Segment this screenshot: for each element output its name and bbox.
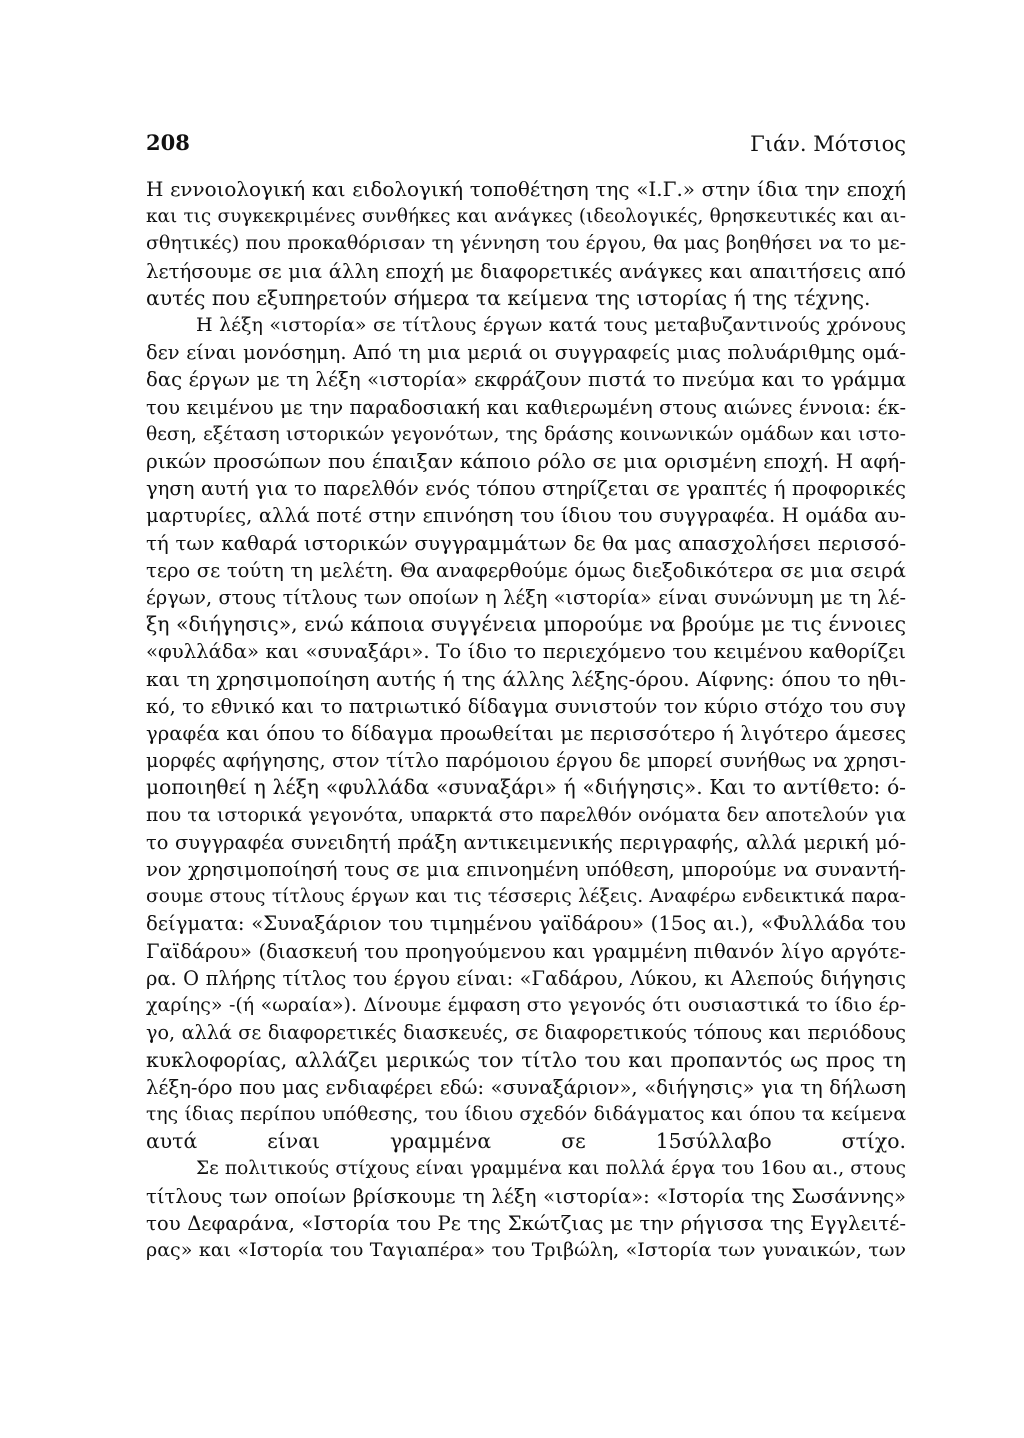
text-line: και τη χρησιμοποίηση αυτής ή της άλλης λέξης-όρου. Αίφνης: όπου το ηθι-: [146, 666, 906, 691]
text-line: σθητικές) που προκαθόρισαν τη γέννηση του έργου, θα μας βοηθήσει να το με-: [146, 232, 906, 255]
text-line: δεν είναι μονόσημη. Από τη μια μεριά οι συγγραφείς μιας πολυάριθμης ομά-: [146, 341, 906, 365]
text-line: ρικών προσώπων που έπαιξαν κάποιο ρόλο σε μια ορισμένη εποχή. Η αφή-: [146, 449, 906, 474]
text-line: το συγγραφέα συνειδητή πράξη αντικειμενικής περιγραφής, αλλά μερική μό-: [146, 830, 906, 854]
page-number: 208: [146, 130, 190, 155]
text-line: αυτά είναι γραμμένα σε 15σύλλαβο στίχο.: [146, 1129, 906, 1154]
text-line: Η εννοιολογική και ειδολογική τοποθέτηση της «Ι.Γ.» στην ίδια την εποχή: [146, 178, 906, 201]
text-line: γο, αλλά σε διαφορετικές διασκευές, σε διαφορετικούς τόπους και περιόδους: [146, 1021, 906, 1045]
text-line: μορφές αφήγησης, στον τίτλο παρόμοιου έργου δε μπορεί συνήθως να χρησι-: [146, 749, 906, 773]
text-line: που τα ιστορικά γεγονότα, υπαρκτά στο παρελθόν ονόματα δεν αποτελούν για: [146, 804, 906, 826]
text-line: δείγματα: «Συναξάριον του τιμημένου γαϊδάρου» (15ος αι.), «Φυλλάδα του: [146, 912, 906, 936]
text-line: γηση αυτή για το παρελθόν ενός τόπου στηρίζεται σε γραπτές ή προφορικές: [146, 477, 906, 501]
text-line: τερο σε τούτη τη μελέτη. Θα αναφερθούμε όμως διεξοδικότερα σε μια σειρά: [146, 558, 906, 582]
text-line: νον χρησιμοποίησή τους σε μια επινοημένη υπόθεση, μπορούμε να συναντή-: [146, 858, 906, 882]
text-line: χαρίης» -(ή «ωραία»). Δίνουμε έμφαση στο γεγονός ότι ουσιαστικά το ίδιο έρ-: [146, 994, 906, 1017]
document-page: [146, 122, 906, 1264]
text-line: κό, το εθνικό και το πατριωτικό δίδαγμα συνιστούν τον κύριο στόχο του συγ: [146, 694, 906, 718]
text-line: «φυλλάδα» και «συναξάρι». Το ίδιο το περιεχόμενο του κειμένου καθορίζει: [146, 640, 906, 664]
text-line: θεση, εξέταση ιστορικών γεγονότων, της δράσης κοινωνικών ομάδων και ιστο-: [146, 423, 906, 445]
page-header: [146, 122, 906, 162]
text-line: αυτές που εξυπηρετούν σήμερα τα κείμενα της ιστορίας ή της τέχνης.: [146, 285, 871, 310]
text-line: της ίδιας περίπου υπόθεσης, του ίδιου σχεδόν διδάγματος και όπου τα κείμενα: [146, 1103, 906, 1125]
body-text: [146, 176, 906, 1264]
text-line: μοποιηθεί η λέξη «φυλλάδα «συναξάρι» ή «διήγησις». Και το αντίθετο: ό-: [146, 775, 906, 800]
text-line: του κειμένου με την παραδοσιακή και καθιερωμένη στους αιώνες έννοια: έκ-: [146, 395, 906, 419]
text-line: ρας» και «Ιστορία του Ταγιαπέρα» του Τριβώλη, «Ιστορία των γυναικών, των: [146, 1238, 906, 1261]
text-line: λετήσουμε σε μια άλλη εποχή με διαφορετικές ανάγκες και απαιτήσεις από: [146, 259, 906, 283]
text-line: του Δεφαράνα, «Ιστορία του Ρε της Σκώτζιας με την ρήγισσα της Εγγλειτέ-: [146, 1211, 906, 1235]
text-line: έργων, στους τίτλους των οποίων η λέξη «ιστορία» είναι συνώνυμη με τη λέ-: [146, 586, 906, 610]
paragraph-3: [146, 1155, 906, 1264]
text-line: ρα. Ο πλήρης τίτλος του έργου είναι: «Γαδάρου, Λύκου, κι Αλεπούς διήγησις: [146, 966, 906, 990]
text-line: σουμε στους τίτλους έργων και τις τέσσερις λέξεις. Αναφέρω ενδεικτικά παρα-: [146, 886, 906, 908]
text-line: τίτλους των οποίων βρίσκουμε τη λέξη «ιστορία»: «Ιστορία της Σωσάννης»: [146, 1184, 906, 1208]
text-line: δας έργων με τη λέξη «ιστορία» εκφράζουν πιστά το πνεύμα και το γράμμα: [146, 368, 906, 392]
text-line: Η λέξη «ιστορία» σε τίτλους έργων κατά τους μεταβυζαντινούς χρόνους: [196, 314, 906, 337]
text-line: ξη «διήγησις», ενώ κάποια συγγένεια μπορούμε να βρούμε με τις έννοιες: [146, 612, 906, 637]
running-head-author: Γιάν. Μότσιος: [750, 132, 906, 156]
text-line: Σε πολιτικούς στίχους είναι γραμμένα και πολλά έργα του 16ου αι., στους: [196, 1158, 906, 1180]
paragraph-2: [146, 312, 906, 1155]
paragraph-1: [146, 176, 906, 312]
text-line: κυκλοφορίας, αλλάζει μερικώς τον τίτλο του και προπαντός ως προς τη: [146, 1047, 906, 1072]
text-line: λέξη-όρο που μας ενδιαφέρει εδώ: «συναξάριον», «διήγησις» για τη δήλωση: [146, 1075, 906, 1099]
text-line: και τις συγκεκριμένες συνθήκες και ανάγκες (ιδεολογικές, θρησκευτικές και αι-: [146, 206, 906, 228]
text-line: Γαϊδάρου» (διασκευή του προηγούμενου και γραμμένη πιθανόν λίγο αργότε-: [146, 939, 906, 963]
text-line: γραφέα και όπου το δίδαγμα προωθείται με περισσότερο ή λιγότερο άμεσες: [146, 722, 906, 746]
text-line: τή των καθαρά ιστορικών συγγραμμάτων δε θα μας απασχολήσει περισσό-: [146, 531, 906, 555]
text-line: μαρτυρίες, αλλά ποτέ στην επινόηση του ίδιου του συγγραφέα. Η ομάδα αυ-: [146, 504, 906, 528]
